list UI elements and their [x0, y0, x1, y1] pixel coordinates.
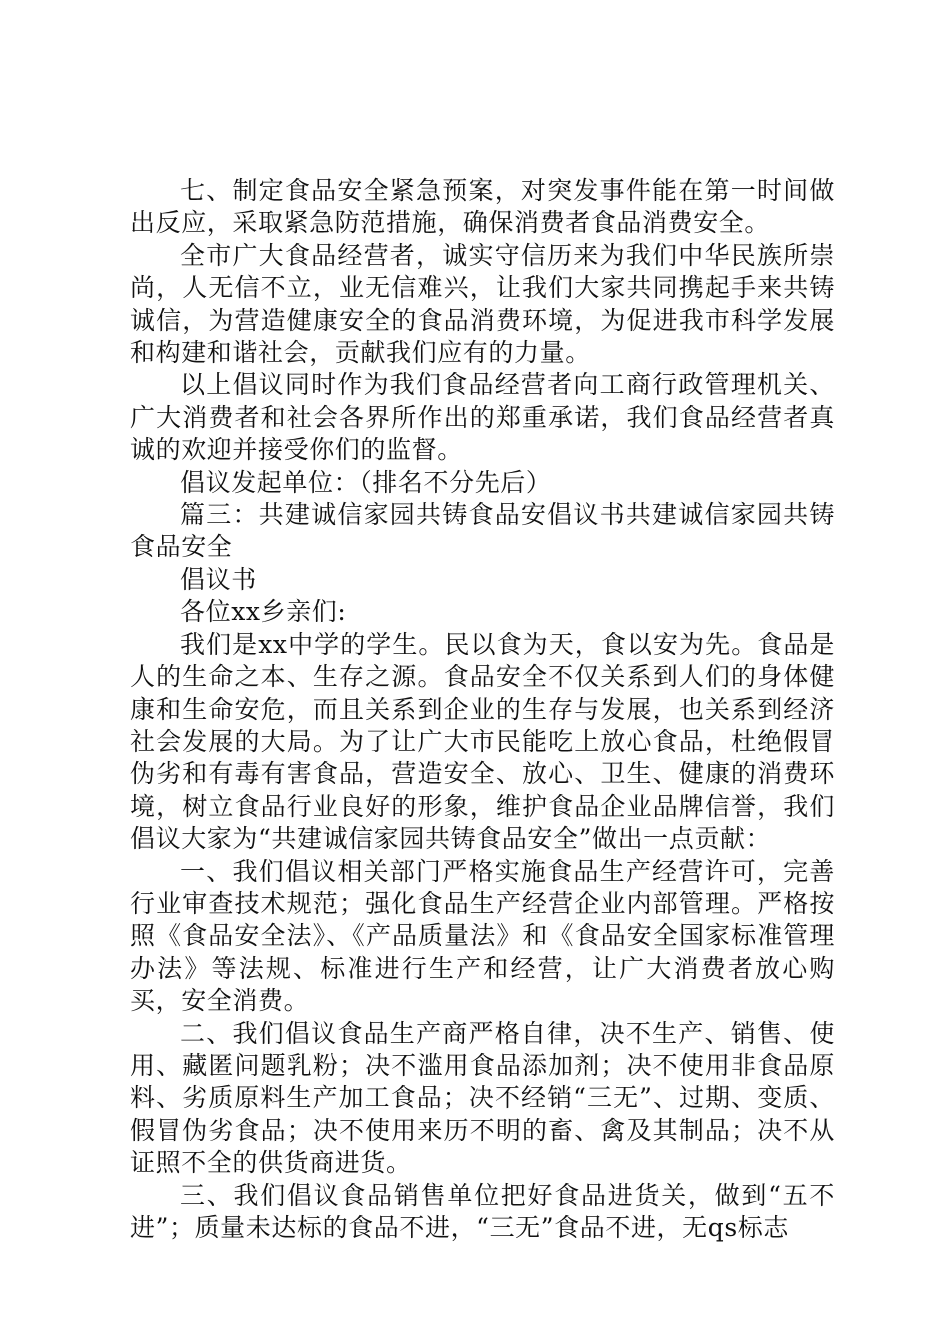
- paragraph-introduction: 我们是xx中学的学生。民以食为天，食以安为先。食品是人的生命之本、生存之源。食品安全不仅关系到人们的身体健康和生命安危，而且关系到企业的生存与发展，也关系到经济社会发展的大局。为了让广大市民能吃上放心食品，杜绝假冒伪劣和有毒有害食品，营造安全、放心、卫生、健康的消费环境，树立食品行业良好的形象，维护食品企业品牌信誉，我们倡议大家为“共建诚信家园共铸食品安全”做出一点贡献：: [130, 629, 835, 854]
- paragraph-salutation: 各位xx乡亲们:: [180, 597, 347, 627]
- document-body: [130, 175, 835, 1244]
- paragraph-emergency-plan: 七、制定食品安全紧急预案，对突发事件能在第一时间做出反应，采取紧急防范措施，确保消费者食品消费安全。: [130, 176, 835, 238]
- paragraph-proposal-heading: 倡议书: [180, 564, 257, 594]
- paragraph-initiators: 倡议发起单位：（排名不分先后）: [180, 467, 552, 497]
- paragraph-item-one: 一、我们倡议相关部门严格实施食品生产经营许可，完善行业审查技术规范；强化食品生产经营企业内部管理。严格按照《食品安全法》、《产品质量法》和《食品安全国家标准管理办法》等法规、标准进行生产和经营，让广大消费者放心购买，安全消费。: [130, 856, 835, 1016]
- paragraph-integrity-call: 全市广大食品经营者，诚实守信历来为我们中华民族所崇尚，人无信不立，业无信难兴，让我们大家共同携起手来共铸诚信，为营造健康安全的食品消费环境，为促进我市科学发展和构建和谐社会，贡献我们应有的力量。: [130, 240, 835, 368]
- paragraph-item-three: 三、我们倡议食品销售单位把好食品进货关，做到“五不进”；质量未达标的食品不进，“三无”食品不进，无qs标志: [130, 1180, 835, 1242]
- paragraph-section-title: 篇三：共建诚信家园共铸食品安倡议书共建诚信家园共铸食品安全: [130, 500, 835, 562]
- paragraph-commitment: 以上倡议同时作为我们食品经营者向工商行政管理机关、广大消费者和社会各界所作出的郑重承诺，我们食品经营者真诚的欢迎并接受你们的监督。: [130, 370, 835, 465]
- paragraph-item-two: 二、我们倡议食品生产商严格自律，决不生产、销售、使用、藏匿问题乳粉；决不滥用食品添加剂；决不使用非食品原料、劣质原料生产加工食品；决不经销“三无”、过期、变质、假冒伪劣食品；决不使用来历不明的畜、禽及其制品；决不从证照不全的供货商进货。: [130, 1018, 835, 1178]
